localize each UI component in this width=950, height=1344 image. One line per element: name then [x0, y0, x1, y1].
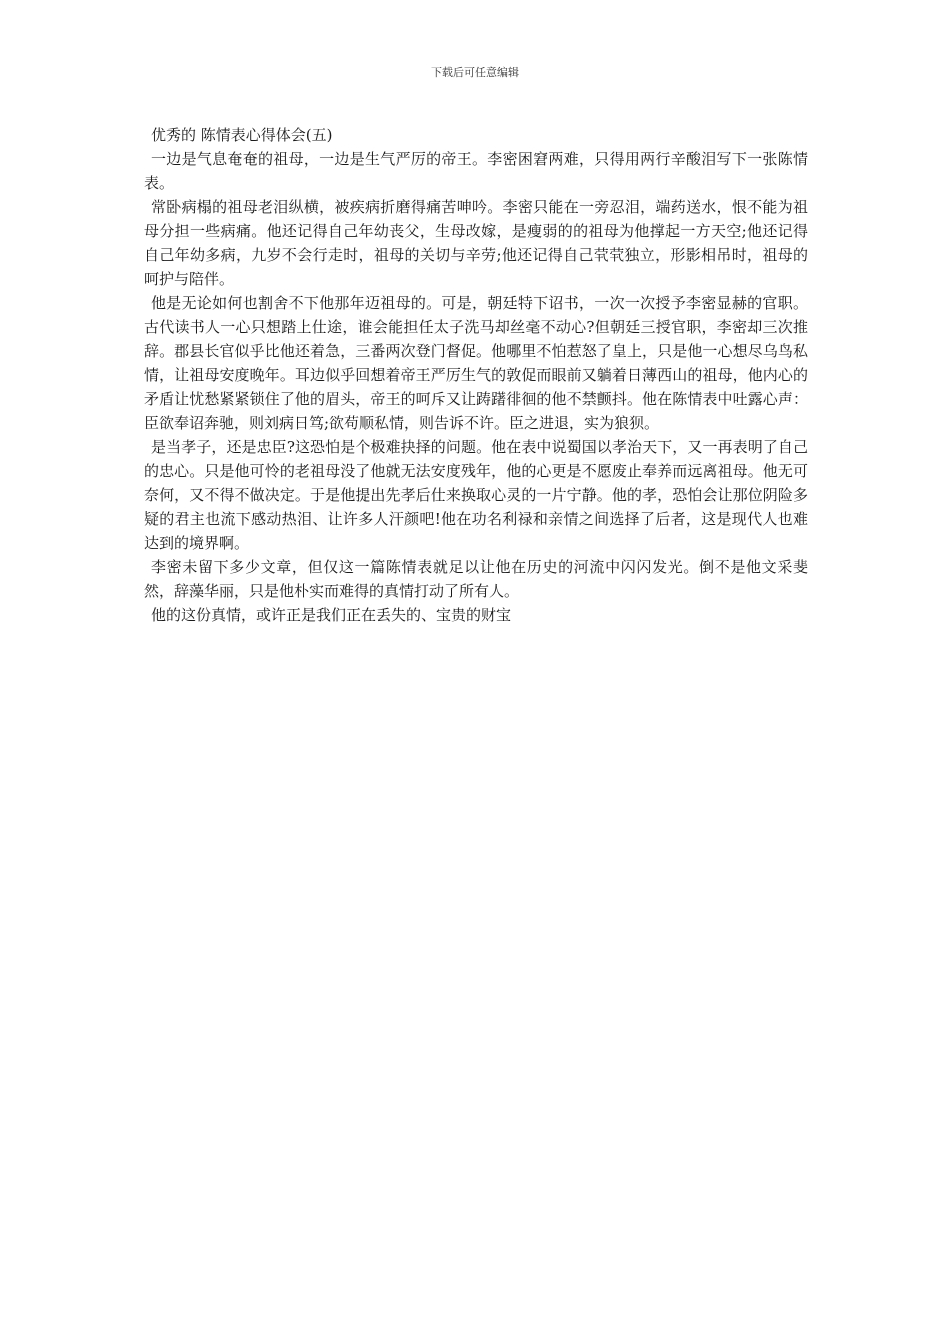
document-body — [144, 123, 808, 627]
document-title: 优秀的 陈情表心得体会(五) — [151, 126, 333, 144]
paragraph: 他是无论如何也割舍不下他那年迈祖母的。可是，朝廷特下诏书，一次一次授予李密显赫的官职。古代读书人一心只想踏上仕途，谁会能担任太子洗马却丝毫不动心?但朝廷三授官职，李密却三次推辞。郡县长官似乎比他还着急，三番两次登门督促。他哪里不怕惹怒了皇上，只是他一心想尽乌鸟私情，让祖母安度晚年。耳边似乎回想着帝王严厉生气的敦促而眼前又躺着日薄西山的祖母，他内心的矛盾让忧愁紧紧锁住了他的眉头，帝王的呵斥又让踌躇徘徊的他不禁颤抖。他在陈情表中吐露心声： 臣欲奉诏奔驰，则刘病日笃;欲苟顺私情，则告诉不许。臣之进退，实为狼狈。 — [144, 294, 808, 432]
paragraph: 是当孝子，还是忠臣?这恐怕是个极难抉择的问题。他在表中说蜀国以孝治天下，又一再表明了自己的忠心。只是他可怜的老祖母没了他就无法安度残年，他的心更是不愿废止奉养而远离祖母。他无可奈何，又不得不做决定。于是他提出先孝后仕来换取心灵的一片宁静。他的孝，恐怕会让那位阴险多疑的君主也流下感动热泪、让许多人汗颜吧!他在功名利禄和亲情之间选择了后者，这是现代人也难达到的境界啊。 — [144, 438, 808, 552]
paragraph: 常卧病榻的祖母老泪纵横，被疾病折磨得痛苦呻吟。李密只能在一旁忍泪，端药送水，恨不能为祖母分担一些病痛。他还记得自己年幼丧父，生母改嫁，是瘦弱的的祖母为他撑起一方天空;他还记得自己年幼多病，九岁不会行走时，祖母的关切与辛劳;他还记得自己茕茕独立，形影相吊时，祖母的呵护与陪伴。 — [144, 198, 808, 288]
paragraph: 李密未留下多少文章，但仅这一篇陈情表就足以让他在历史的河流中闪闪发光。倒不是他文采斐然，辞藻华丽，只是他朴实而难得的真情打动了所有人。 — [144, 558, 808, 600]
paragraph: 一边是气息奄奄的祖母，一边是生气严厉的帝王。李密困窘两难，只得用两行辛酸泪写下一张陈情表。 — [144, 150, 808, 192]
header-note: 下载后可任意编辑 — [431, 66, 519, 79]
paragraph: 他的这份真情，或许正是我们正在丢失的、宝贵的财宝 — [151, 606, 512, 624]
